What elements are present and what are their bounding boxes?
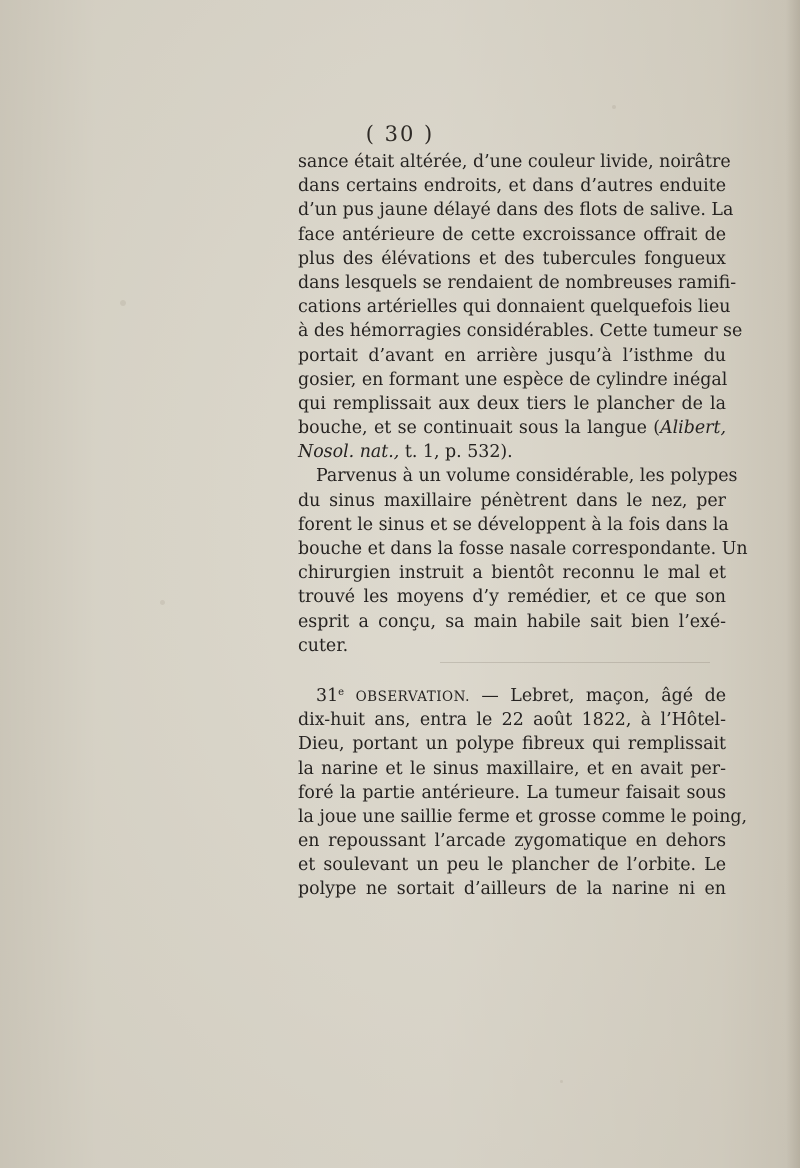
observation-text: — Lebret, maçon, âgé de xyxy=(469,685,726,706)
page-number: ( 30 ) xyxy=(365,122,435,146)
text-fragment: bouche, et se continuait sous la langue ( xyxy=(298,418,661,439)
text-line: forent le sinus et se développent à la fois dans la xyxy=(298,514,729,535)
citation-ref: t. 1, p. 532). xyxy=(399,442,513,463)
citation-work: Nosol. nat., xyxy=(298,442,400,463)
observation-line: et soulevant un peu le plancher de l’orbite. Le xyxy=(298,855,726,876)
observation-line: foré la partie antérieure. La tumeur faisait sous xyxy=(298,782,726,803)
body-text xyxy=(298,150,748,902)
text-line: trouvé les moyens d’y remédier, et ce que son xyxy=(298,587,726,608)
text-line: dans certains endroits, et dans d’autres enduite xyxy=(298,176,726,197)
paper-spot xyxy=(612,105,616,109)
text-line-with-citation xyxy=(298,416,726,440)
text-line: dans lesquels se rendaient de nombreuses ramifi- xyxy=(298,272,737,293)
observation-number: 31 xyxy=(316,685,339,706)
paper-spot xyxy=(160,600,165,605)
observation-superscript: e xyxy=(338,686,345,698)
text-line: plus des élévations et des tubercules fongueux xyxy=(298,248,726,269)
text-line: qui remplissait aux deux tiers le plancher de la xyxy=(298,393,726,414)
paper-spot xyxy=(560,1080,563,1083)
text-line: cations artérielles qui donnaient quelquefois lieu xyxy=(298,297,731,318)
paper-spot xyxy=(120,300,126,306)
text-line: esprit a conçu, sa main habile sait bien l’exé- xyxy=(298,611,726,632)
observation-line: dix-huit ans, entra le 22 août 1822, à l’Hôtel- xyxy=(298,710,726,731)
text-line: à des hémorragies considérables. Cette tumeur se xyxy=(298,321,743,342)
text-line: Parvenus à un volume considérable, les polypes xyxy=(316,466,738,487)
observation-heading-line xyxy=(298,684,726,708)
observation-line: en repoussant l’arcade zygomatique en dehors xyxy=(298,831,726,852)
observation-line: Dieu, portant un polype fibreux qui remplissait xyxy=(298,734,726,755)
text-line: bouche et dans la fosse nasale correspondante. Un xyxy=(298,539,748,559)
text-line: gosier, en formant une espèce de cylindre inégal xyxy=(298,369,728,390)
page-edge-shadow xyxy=(786,0,800,1168)
text-line: face antérieure de cette excroissance offrait de xyxy=(298,224,726,245)
text-line: du sinus maxillaire pénètrent dans le nez, per xyxy=(298,490,726,511)
text-line: chirurgien instruit a bientôt reconnu le mal et xyxy=(298,563,726,584)
observation-line: la joue une saillie ferme et grosse comme le poing, xyxy=(298,806,748,827)
text-line: cuter. xyxy=(298,635,349,656)
citation-line xyxy=(298,440,726,464)
observation-line: la narine et le sinus maxillaire, et en avait per- xyxy=(298,758,726,779)
observation-line: polype ne sortait d’ailleurs de la narine ni en xyxy=(298,879,726,900)
observation-label: OBSERVATION. xyxy=(355,688,470,705)
text-line: d’un pus jaune délayé dans des flots de salive. La xyxy=(298,200,734,221)
citation-author: Alibert, xyxy=(660,418,726,439)
text-line: sance était altérée, d’une couleur livide, noirâtre xyxy=(298,152,731,172)
text-line: portait d’avant en arrière jusqu’à l’isthme du xyxy=(298,345,726,366)
